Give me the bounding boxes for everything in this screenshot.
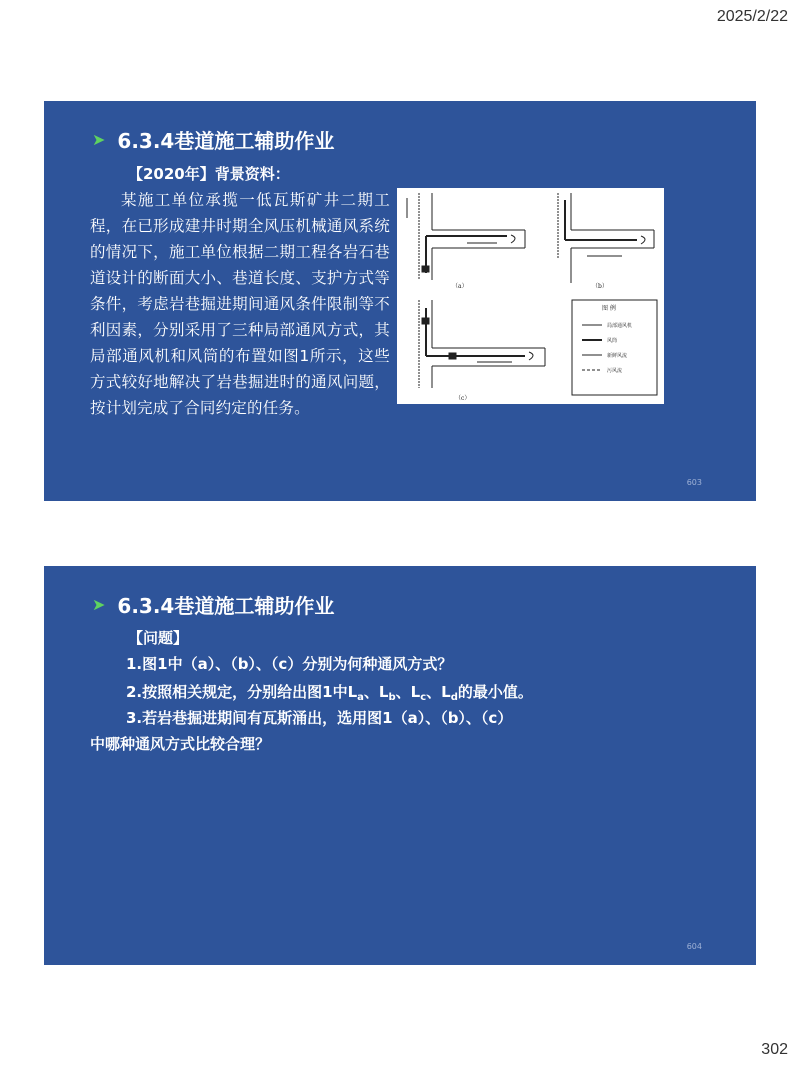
- figure-label-c: （c）: [455, 395, 471, 402]
- figure-label-b: （b）: [592, 283, 608, 290]
- background-heading: 【2020年】背景资料：: [128, 165, 290, 183]
- diagram-c: [419, 300, 545, 388]
- slide-title-text: 6.3.4巷道施工辅助作业: [117, 594, 335, 618]
- background-paragraph: 某施工单位承揽一低瓦斯矿井二期工程，在已形成建井时期全风压机械通风系统的情况下，施工单位根据二期工程各岩石巷道设计的断面大小、巷道长度、支护方式等条件，考虑岩巷掘进期间通风条件限制等不利因素，分别采用了三种局部通风方式，其局部通风机和风筒的布置如图1所示，这些方式较好地解决了岩巷掘进时的通风问题，按计划完成了合同约定的任务。: [90, 191, 390, 417]
- question-3-line-2: 中哪种通风方式比较合理？: [90, 735, 271, 753]
- arrow-bullet-icon: ➤: [92, 130, 106, 149]
- figure-label-a: （a）: [452, 283, 468, 290]
- print-date: 2025/2/22: [716, 8, 788, 25]
- question-1: 1.图1中（a）、（b）、（c）分别为何种通风方式？: [126, 655, 453, 673]
- question-heading: 【问题】: [128, 629, 189, 647]
- arrow-bullet-icon: ➤: [92, 595, 106, 614]
- question-3-line-1: 3.若岩巷掘进期间有瓦斯涌出，选用图1（a）、（b）、（c）: [126, 709, 513, 727]
- slide-604: [44, 566, 756, 965]
- slide-title-text: 6.3.4巷道施工辅助作业: [117, 129, 335, 153]
- slide-title: [92, 590, 334, 619]
- legend-title: 图 例: [602, 305, 616, 312]
- legend-item-fan: 局部通风机: [607, 323, 633, 329]
- legend-item-exhaust-air: 污风流: [607, 368, 623, 374]
- ventilation-diagram: [397, 188, 664, 404]
- ventilation-figure: [397, 188, 664, 404]
- slide-number: 604: [686, 942, 702, 951]
- slide-603: [44, 101, 756, 501]
- page-number: 302: [761, 1041, 788, 1058]
- slide-number: 603: [686, 478, 702, 487]
- slide-title: [92, 125, 334, 154]
- diagram-a: [407, 193, 525, 280]
- question-2: 2.按照相关规定，分别给出图1中$L_a$、$L_b$、$L_c$、$L_d$的最小值。: [126, 683, 533, 703]
- diagram-b: [558, 193, 654, 283]
- legend-item-duct: 风筒: [607, 338, 618, 344]
- legend-item-fresh-air: 新鲜风流: [607, 353, 628, 359]
